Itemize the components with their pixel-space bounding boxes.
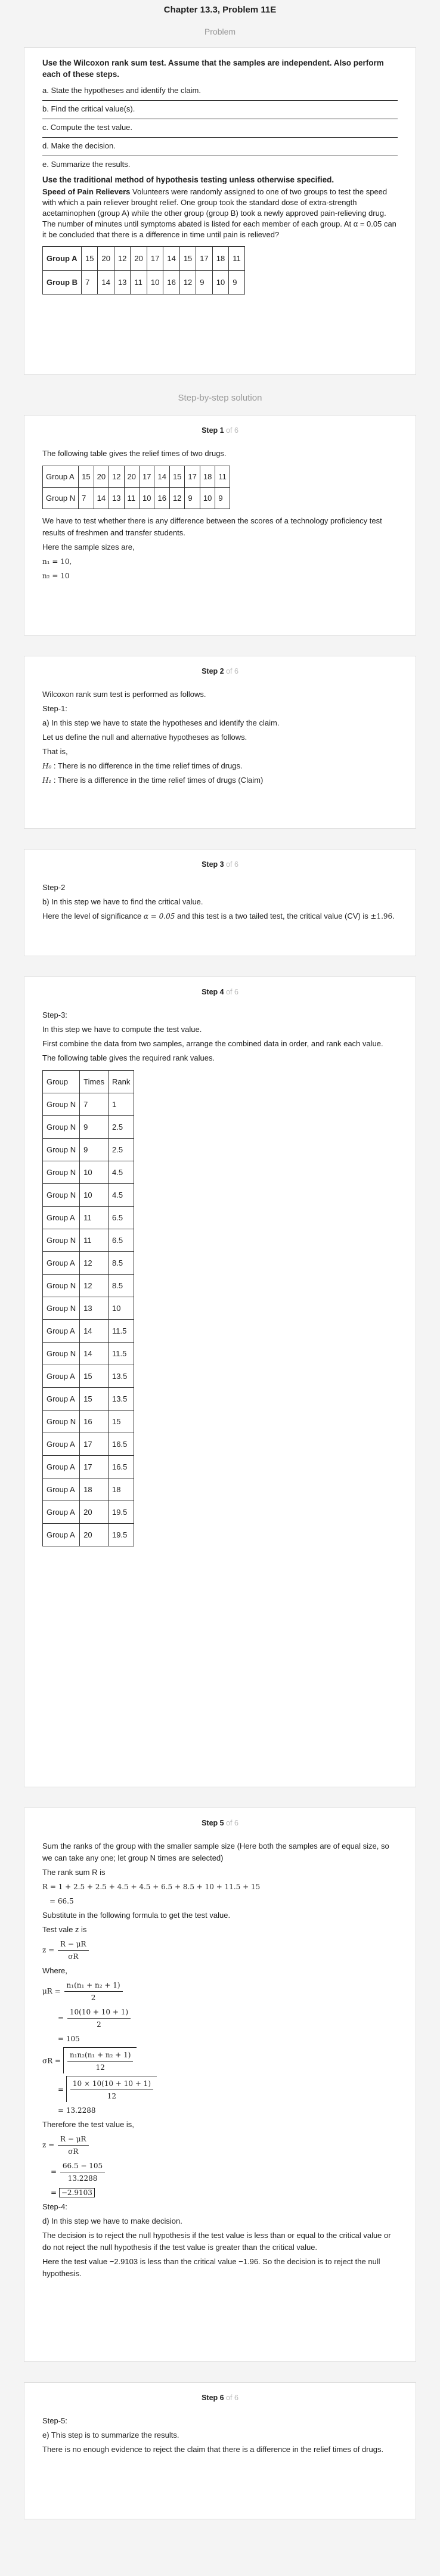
h0-text: : There is no difference in the time relief times of drugs. bbox=[53, 761, 243, 770]
table-cell: 6.5 bbox=[109, 1207, 134, 1229]
problem-label: Problem bbox=[204, 27, 236, 36]
table-cell: 7 bbox=[79, 488, 94, 509]
table-cell: 16 bbox=[154, 488, 169, 509]
table-cell: 9 bbox=[215, 488, 230, 509]
step-3-card bbox=[24, 849, 416, 956]
step1-intro: The following table gives the relief times of two drugs. bbox=[42, 449, 227, 458]
table-row bbox=[43, 1433, 134, 1456]
zc-denominator-2: 13.2288 bbox=[67, 2174, 98, 2183]
step2-line: Let us define the null and alternative hypotheses as follows. bbox=[42, 733, 247, 742]
z-value-boxed: −2.9103 bbox=[59, 2188, 95, 2197]
step-1-card bbox=[24, 415, 416, 636]
table-cell: Group N bbox=[43, 1229, 80, 1252]
table-cell: 18 bbox=[109, 1478, 134, 1501]
scenario bbox=[42, 187, 398, 240]
step-heading bbox=[42, 426, 398, 435]
table-header-row bbox=[43, 1071, 134, 1093]
table-row bbox=[43, 1161, 134, 1184]
step2-line: Wilcoxon rank sum test is performed as follows. bbox=[42, 690, 206, 699]
h1-text: : There is a difference in the time relief times of drugs (Claim) bbox=[53, 776, 264, 785]
rank-table bbox=[42, 1070, 134, 1546]
table-cell: 15 bbox=[80, 1388, 109, 1411]
step-number: Step 2 bbox=[202, 667, 224, 675]
step1-table bbox=[42, 466, 230, 509]
sigma-lhs: σR = bbox=[42, 2057, 61, 2065]
step3-line: b) In this step we have to find the critical value. bbox=[42, 897, 203, 906]
table-cell: 14 bbox=[163, 247, 179, 271]
step4-line: In this step we have to compute the test value. bbox=[42, 1025, 202, 1034]
table-cell: 2.5 bbox=[109, 1139, 134, 1161]
table-row bbox=[43, 1275, 134, 1297]
step5-line: Test vale z is bbox=[42, 1925, 87, 1934]
table-row bbox=[43, 271, 245, 295]
table-cell: 9 bbox=[185, 488, 200, 509]
step-of: of 6 bbox=[226, 2394, 238, 2402]
table-row bbox=[43, 1456, 134, 1478]
step-6-card bbox=[24, 2382, 416, 2519]
table-cell: 13 bbox=[80, 1297, 109, 1320]
table-cell: 4.5 bbox=[109, 1184, 134, 1207]
table-cell: 20 bbox=[124, 466, 139, 488]
table-row bbox=[43, 1388, 134, 1411]
rank-sum-equation: R = 1 + 2.5 + 2.5 + 4.5 + 4.5 + 6.5 + 8.5 + 10 + 11.5 + 15 bbox=[42, 1883, 261, 1891]
table-cell: 17 bbox=[185, 466, 200, 488]
table-cell: Group A bbox=[43, 1501, 80, 1524]
table-cell: Group A bbox=[43, 1433, 80, 1456]
page-header bbox=[0, 0, 440, 36]
table-cell: 10 bbox=[109, 1297, 134, 1320]
table-cell: 13 bbox=[114, 271, 130, 295]
table-row bbox=[43, 1252, 134, 1275]
table-cell: 17 bbox=[147, 247, 163, 271]
h0-symbol: H₀ bbox=[42, 762, 52, 770]
zc-denominator: σR bbox=[68, 2147, 79, 2156]
step-number: Step 5 bbox=[202, 1819, 224, 1827]
h1-symbol: H₁ bbox=[42, 776, 52, 785]
step2-line: That is, bbox=[42, 747, 68, 756]
table-cell: 2.5 bbox=[109, 1116, 134, 1139]
table-cell: Group A bbox=[43, 247, 82, 271]
table-cell: 11 bbox=[131, 271, 147, 295]
part-a: a. State the hypotheses and identify the claim. bbox=[42, 82, 398, 101]
n2-value: n₂ = 10 bbox=[42, 572, 70, 580]
table-cell: 18 bbox=[80, 1478, 109, 1501]
table-cell: 20 bbox=[131, 247, 147, 271]
table-cell: 11 bbox=[124, 488, 139, 509]
table-cell: 16.5 bbox=[109, 1433, 134, 1456]
table-cell: 14 bbox=[98, 271, 114, 295]
step1-text2: Here the sample sizes are, bbox=[42, 543, 135, 551]
table-cell: 10 bbox=[80, 1184, 109, 1207]
step-heading bbox=[42, 2394, 398, 2402]
table-cell: 15 bbox=[79, 466, 94, 488]
table-row bbox=[43, 466, 230, 488]
table-cell: 14 bbox=[154, 466, 169, 488]
step5-line: Therefore the test value is, bbox=[42, 2120, 134, 2129]
table-row bbox=[43, 1411, 134, 1433]
method-line: Use the traditional method of hypothesis testing unless otherwise specified. bbox=[42, 175, 334, 184]
step-heading bbox=[42, 1819, 398, 1827]
step-heading bbox=[42, 988, 398, 996]
table-row bbox=[43, 1343, 134, 1365]
table-cell: 13.5 bbox=[109, 1365, 134, 1388]
z-formula bbox=[42, 1938, 398, 1963]
step5-line: The decision is to reject the null hypothesis if the test value is less than or equal to the critical value or do not reject the null hypothesis if the test value is greater than the critical value. bbox=[42, 2231, 391, 2252]
table-cell: 20 bbox=[80, 1501, 109, 1524]
z-calc-substituted: = $\frac{66.5 - 105}{13.2288}$ bbox=[42, 2160, 398, 2184]
table-row bbox=[43, 1365, 134, 1388]
table-cell: 15 bbox=[179, 247, 196, 271]
step5-line: Sum the ranks of the group with the smaller sample size (Here both the samples are of equal size, so we can take any one; let group N times are selected) bbox=[42, 1842, 389, 1862]
column-header: Group bbox=[43, 1071, 80, 1093]
null-hypothesis bbox=[42, 760, 398, 772]
table-cell: Group A bbox=[43, 1252, 80, 1275]
step3-line: Step-2 bbox=[42, 883, 66, 892]
step6-line: Step-5: bbox=[42, 2416, 67, 2425]
table-cell: 13.5 bbox=[109, 1388, 134, 1411]
table-cell: Group A bbox=[43, 1456, 80, 1478]
part-e: e. Summarize the results. bbox=[42, 160, 131, 169]
table-row bbox=[43, 1229, 134, 1252]
table-cell: 11 bbox=[229, 247, 245, 271]
step2-line: a) In this step we have to state the hypotheses and identify the claim. bbox=[42, 718, 280, 727]
table-cell: Group N bbox=[43, 1343, 80, 1365]
table-cell: 7 bbox=[82, 271, 98, 295]
table-cell: Group N bbox=[43, 1139, 80, 1161]
sigma-substituted: = $\frac{10 \times 10(10 + 10 + 1)}{12}$ bbox=[42, 2076, 398, 2102]
table-cell: 12 bbox=[80, 1275, 109, 1297]
table-row bbox=[43, 1093, 134, 1116]
table-cell: Group N bbox=[43, 1184, 80, 1207]
table-cell: 18 bbox=[212, 247, 228, 271]
column-header: Rank bbox=[109, 1071, 134, 1093]
table-row bbox=[43, 1116, 134, 1139]
table-row bbox=[43, 1184, 134, 1207]
step5-line: Substitute in the following formula to get the test value. bbox=[42, 1911, 231, 1920]
step1-text1: We have to test whether there is any difference between the scores of a technology proficiency test results of freshmen and transfer students. bbox=[42, 516, 382, 537]
mu-numerator-2: 10(10 + 10 + 1) bbox=[67, 2006, 131, 2019]
table-cell: Group N bbox=[43, 488, 79, 509]
mu-substituted: = $\frac{10(10 + 10 + 1)}{2}$ bbox=[42, 2006, 398, 2031]
z-calc-value: = −2.9103 bbox=[42, 2187, 398, 2199]
table-cell: 9 bbox=[80, 1139, 109, 1161]
problem-table bbox=[42, 246, 245, 295]
step5-line: The rank sum R is bbox=[42, 1868, 106, 1877]
step-number: Step 3 bbox=[202, 860, 224, 869]
column-header: Times bbox=[80, 1071, 109, 1093]
mu-lhs: μR = bbox=[42, 1987, 61, 1995]
table-cell: Group A bbox=[43, 1388, 80, 1411]
step5-line: d) In this step we have to make decision. bbox=[42, 2217, 182, 2225]
table-cell: 7 bbox=[80, 1093, 109, 1116]
table-cell: Group A bbox=[43, 1478, 80, 1501]
table-cell: 10 bbox=[80, 1161, 109, 1184]
table-row bbox=[43, 1524, 134, 1546]
table-cell: 17 bbox=[80, 1433, 109, 1456]
step4-line: First combine the data from two samples, arrange the combined data in order, and rank each value. bbox=[42, 1039, 383, 1048]
part-b: b. Find the critical value(s). bbox=[42, 101, 398, 119]
table-cell: Group N bbox=[43, 1093, 80, 1116]
table-cell: 16.5 bbox=[109, 1456, 134, 1478]
step-of: of 6 bbox=[226, 426, 238, 435]
table-cell: Group N bbox=[43, 1411, 80, 1433]
mu-numerator: n₁(n₁ + n₂ + 1) bbox=[64, 1979, 123, 1992]
table-row bbox=[43, 1478, 134, 1501]
table-cell: 11 bbox=[80, 1207, 109, 1229]
alpha-value: α = 0.05 bbox=[143, 912, 175, 920]
sigma-numerator-2: 10 × 10(10 + 10 + 1) bbox=[70, 2078, 153, 2090]
problem-instruction: Use the Wilcoxon rank sum test. Assume that the samples are independent. Also perform each of these steps. bbox=[42, 58, 384, 79]
step5-line: Here the test value −2.9103 is less than the critical value −1.96. So the decision is to reject the null hypothesis. bbox=[42, 2257, 380, 2278]
scenario-text: Volunteers were randomly assigned to one of two groups to test the speed with which a pain reliever brought relief. One group took the standard dose of extra-strength acetaminophen (group A) while the other group (group B) took a newly approved pain-relieving drug. The number of minutes until symptoms abated is listed for each member of each group. At α = 0.05 can it be concluded that there is a difference in time until pain is relieved? bbox=[42, 187, 396, 239]
z-calc bbox=[42, 2133, 398, 2157]
table-cell: Group N bbox=[43, 1275, 80, 1297]
sigma-value: = 13.2288 bbox=[58, 2106, 96, 2115]
step-of: of 6 bbox=[226, 667, 238, 675]
step-of: of 6 bbox=[226, 860, 238, 869]
zc-numerator-2: 66.5 − 105 bbox=[60, 2160, 105, 2172]
table-cell: 10 bbox=[147, 271, 163, 295]
mu-denominator: 2 bbox=[91, 1994, 96, 2002]
table-cell: Group N bbox=[43, 1116, 80, 1139]
n1-value: n₁ = 10, bbox=[42, 557, 72, 566]
table-cell: 16 bbox=[163, 271, 179, 295]
table-cell: 12 bbox=[169, 488, 184, 509]
solution-label: Step-by-step solution bbox=[178, 393, 262, 403]
table-row bbox=[43, 1297, 134, 1320]
step5-line: Step-4: bbox=[42, 2202, 67, 2211]
step4-line: The following table gives the required rank values. bbox=[42, 1053, 215, 1062]
table-cell: 17 bbox=[196, 247, 212, 271]
table-cell: 16 bbox=[80, 1411, 109, 1433]
sigma-numerator: n₁n₂(n₁ + n₂ + 1) bbox=[67, 2049, 134, 2062]
table-cell: 15 bbox=[82, 247, 98, 271]
table-cell: 10 bbox=[140, 488, 154, 509]
table-cell: 9 bbox=[229, 271, 245, 295]
mu-denominator-2: 2 bbox=[97, 2020, 101, 2029]
table-cell: 9 bbox=[80, 1116, 109, 1139]
table-cell: 12 bbox=[179, 271, 196, 295]
table-cell: 11 bbox=[80, 1229, 109, 1252]
table-cell: 20 bbox=[80, 1524, 109, 1546]
table-cell: Group N bbox=[43, 1161, 80, 1184]
table-cell: Group A bbox=[43, 466, 79, 488]
table-cell: 17 bbox=[140, 466, 154, 488]
table-cell: Group N bbox=[43, 1297, 80, 1320]
part-c: c. Compute the test value. bbox=[42, 119, 398, 138]
table-cell: 4.5 bbox=[109, 1161, 134, 1184]
table-cell: Group A bbox=[43, 1524, 80, 1546]
z-numerator: R − μR bbox=[58, 1938, 89, 1951]
step2-line: Step-1: bbox=[42, 704, 67, 713]
table-cell: 11 bbox=[215, 466, 230, 488]
table-row bbox=[43, 1501, 134, 1524]
table-row bbox=[43, 247, 245, 271]
table-cell: 14 bbox=[80, 1343, 109, 1365]
step-heading bbox=[42, 667, 398, 675]
step-4-card bbox=[24, 977, 416, 1787]
table-cell: 15 bbox=[109, 1411, 134, 1433]
rank-sum-value: = 66.5 bbox=[49, 1897, 74, 1905]
table-cell: 11.5 bbox=[109, 1320, 134, 1343]
sigma-denominator: 12 bbox=[95, 2063, 105, 2072]
sigma-denominator-2: 12 bbox=[107, 2092, 117, 2100]
table-row bbox=[43, 1139, 134, 1161]
table-cell: 14 bbox=[94, 488, 109, 509]
table-cell: Group B bbox=[43, 271, 82, 295]
table-cell: 12 bbox=[114, 247, 130, 271]
mu-value: = 105 bbox=[58, 2035, 80, 2043]
sigma-formula bbox=[42, 2047, 398, 2073]
page-title: Chapter 13.3, Problem 11E bbox=[163, 5, 277, 15]
table-cell: 14 bbox=[80, 1320, 109, 1343]
step-number: Step 4 bbox=[202, 988, 224, 996]
table-cell: 11.5 bbox=[109, 1343, 134, 1365]
table-cell: 15 bbox=[80, 1365, 109, 1388]
table-cell: 10 bbox=[200, 488, 215, 509]
z-lhs: z = bbox=[42, 1946, 55, 1954]
zc-lhs: z = bbox=[42, 2141, 55, 2149]
table-cell: 19.5 bbox=[109, 1524, 134, 1546]
table-row bbox=[43, 488, 230, 509]
step6-line: e) This step is to summarize the results. bbox=[42, 2431, 179, 2439]
table-cell: 6.5 bbox=[109, 1229, 134, 1252]
step-of: of 6 bbox=[226, 988, 238, 996]
step-5-card bbox=[24, 1808, 416, 2362]
table-cell: 18 bbox=[200, 466, 215, 488]
step-of: of 6 bbox=[226, 1819, 238, 1827]
table-cell: 1 bbox=[109, 1093, 134, 1116]
cv-text-a: Here the level of significance bbox=[42, 912, 142, 920]
table-cell: Group A bbox=[43, 1320, 80, 1343]
table-cell: 20 bbox=[98, 247, 114, 271]
step-heading bbox=[42, 860, 398, 869]
problem-card bbox=[24, 47, 416, 375]
table-cell: 17 bbox=[80, 1456, 109, 1478]
part-d: d. Make the decision. bbox=[42, 138, 398, 156]
table-cell: 10 bbox=[212, 271, 228, 295]
table-cell: 12 bbox=[80, 1252, 109, 1275]
alt-hypothesis bbox=[42, 774, 398, 786]
step-2-card bbox=[24, 656, 416, 829]
step-number: Step 1 bbox=[202, 426, 224, 435]
table-cell: 8.5 bbox=[109, 1275, 134, 1297]
table-cell: 8.5 bbox=[109, 1252, 134, 1275]
table-cell: 13 bbox=[109, 488, 124, 509]
table-cell: 9 bbox=[196, 271, 212, 295]
table-row bbox=[43, 1207, 134, 1229]
table-cell: Group A bbox=[43, 1207, 80, 1229]
zc-numerator: R − μR bbox=[58, 2133, 89, 2146]
step6-line: There is no enough evidence to reject the claim that there is a difference in the relief times of drugs. bbox=[42, 2445, 384, 2454]
z-denominator: σR bbox=[68, 1952, 79, 1961]
table-row bbox=[43, 1320, 134, 1343]
mu-formula bbox=[42, 1979, 398, 2004]
table-cell: 20 bbox=[94, 466, 109, 488]
step4-line: Step-3: bbox=[42, 1010, 67, 1019]
where-label: Where, bbox=[42, 1966, 67, 1975]
table-cell: 19.5 bbox=[109, 1501, 134, 1524]
critical-value-line bbox=[42, 910, 398, 922]
critical-value: ±1.96. bbox=[370, 912, 395, 920]
table-cell: 12 bbox=[109, 466, 124, 488]
table-cell: 15 bbox=[169, 466, 184, 488]
scenario-title: Speed of Pain Relievers bbox=[42, 187, 131, 196]
step-number: Step 6 bbox=[202, 2394, 224, 2402]
cv-text-b: and this test is a two tailed test, the critical value (CV) is bbox=[176, 912, 368, 920]
table-cell: Group A bbox=[43, 1365, 80, 1388]
